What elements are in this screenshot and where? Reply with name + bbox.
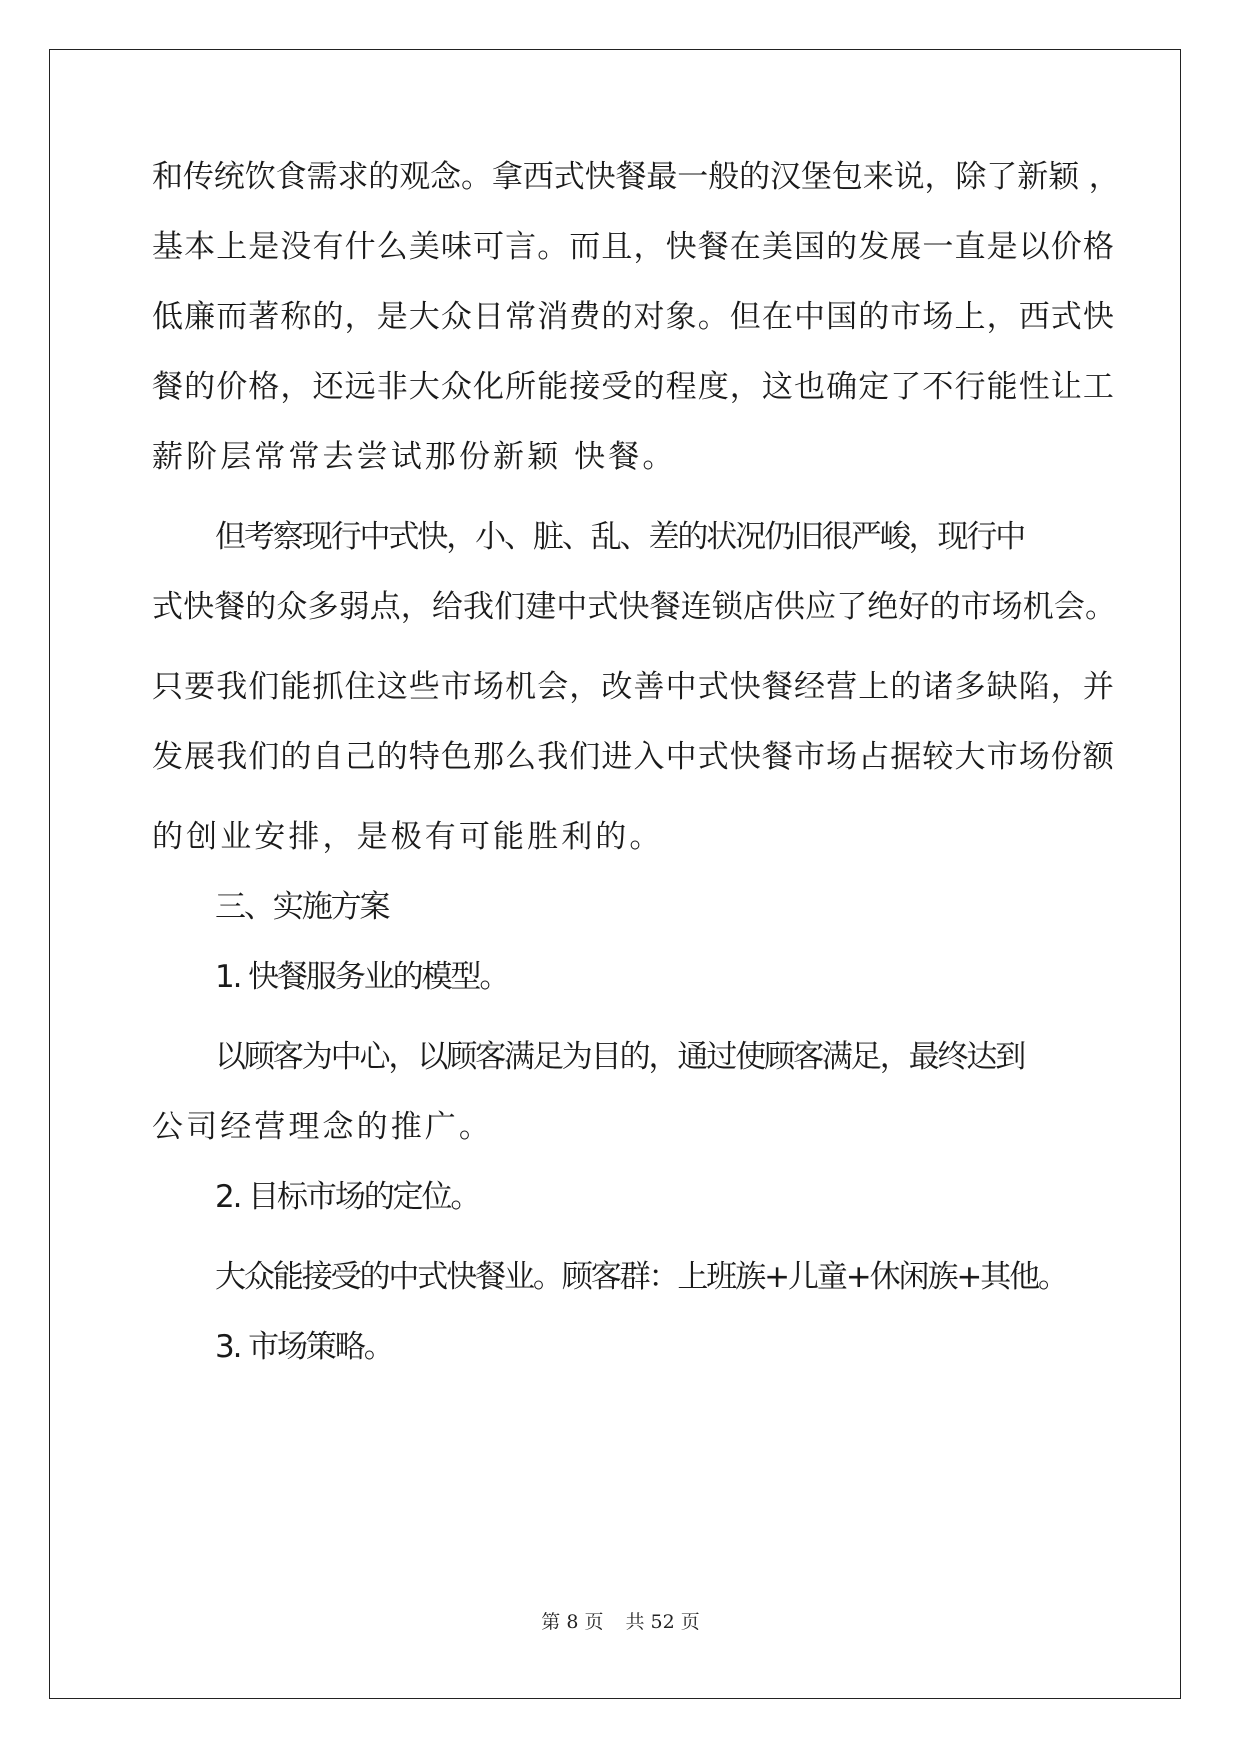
body-line: 的创业安排，是极有可能胜利的。: [152, 819, 664, 855]
body-line: 发展我们的自己的特色那么我们进入中式快餐市场占据较大市场份额: [152, 739, 1115, 775]
body-line: 只要我们能抓住这些市场机会，改善中式快餐经营上的诸多缺陷，并: [152, 669, 1115, 705]
subsection-heading: 1. 快餐服务业的模型。: [215, 959, 509, 995]
body-line: 以顾客为中心，以顾客满足为目的，通过使顾客满足，最终达到: [215, 1039, 1025, 1075]
body-line: 基本上是没有什么美味可言。而且，快餐在美国的发展一直是以价格: [152, 229, 1115, 265]
body-line: 大众能接受的中式快餐业。顾客群：上班族+儿童+休闲族+其他。: [215, 1259, 1067, 1295]
subsection-heading: 3. 市场策略。: [215, 1329, 393, 1365]
page-footer: [0, 1610, 1241, 1634]
body-line: 薪阶层常常去尝试那份新颖 快餐。: [152, 439, 677, 475]
body-line: 低廉而著称的，是大众日常消费的对象。但在中国的市场上，西式快: [152, 299, 1115, 335]
section-heading: 三、实施方案: [215, 889, 389, 925]
body-line: 公司经营理念的推广。: [152, 1109, 493, 1145]
body-line: 但考察现行中式快，小、脏、乱、差的状况仍旧很严峻，现行中: [215, 519, 1025, 555]
subsection-heading: 2. 目标市场的定位。: [215, 1179, 480, 1215]
body-line: 式快餐的众多弱点，给我们建中式快餐连锁店供应了绝好的市场机会。: [152, 589, 1117, 625]
body-line: 餐的价格，还远非大众化所能接受的程度，这也确定了不行能性让工: [152, 369, 1115, 405]
page-number: 第 8 页: [541, 1611, 604, 1633]
page-total: 共 52 页: [625, 1611, 700, 1633]
body-line: 和传统饮食需求的观念。拿西式快餐最一般的汉堡包来说，除了新颖 ，: [152, 159, 1120, 195]
